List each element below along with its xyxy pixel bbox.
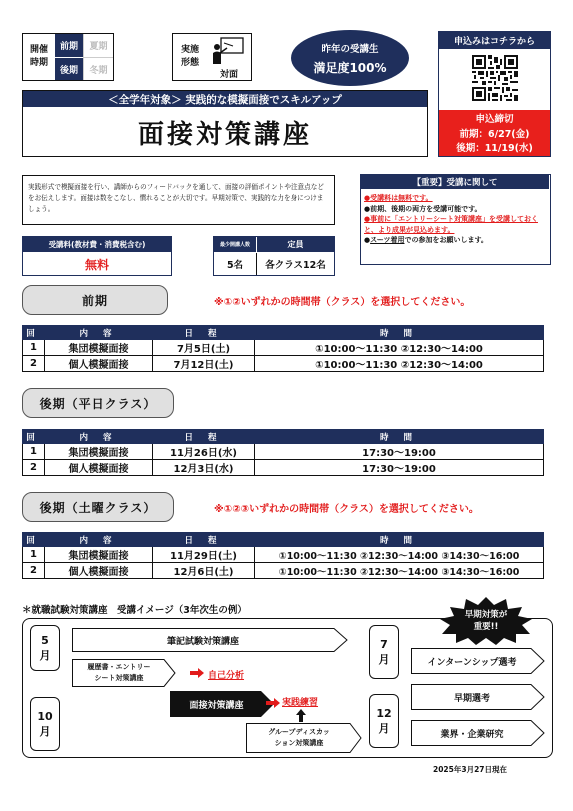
cell-time: ①10:00～11:30 ②12:30～14:00 ③14:30～16:00: [255, 547, 544, 563]
notice-suit-bullet: ●: [364, 236, 371, 244]
starburst-text: 早期対策が 重要!!: [464, 610, 508, 632]
cell-no: 2: [23, 356, 45, 372]
cell-date: 7月12日(土): [153, 356, 255, 372]
intern-label: インターンシップ選考: [427, 657, 517, 668]
souki-label: 早期選考: [453, 693, 490, 704]
cell-date: 12月3日(水): [153, 460, 255, 476]
capacity-value: 各クラス12名: [256, 253, 334, 275]
satisfaction-line1: 昨年の受講生: [321, 43, 379, 55]
cell-no: 1: [23, 547, 45, 563]
cell-content: 個人模擬面接: [45, 356, 153, 372]
notice-title: 【重要】受講に関して: [361, 175, 549, 189]
title-subtitle: ＜全学年対象＞ 実践的な模擬面接でスキルアップ: [23, 91, 427, 107]
table-row: [23, 340, 544, 356]
cell-date: 11月26日(水): [153, 444, 255, 460]
red-arrow-right-icon: [190, 668, 204, 678]
cell-time: 17:30～19:00: [255, 444, 544, 460]
cell-no: 1: [23, 444, 45, 460]
cell-no: 2: [23, 460, 45, 476]
month-10: 10 月: [30, 697, 60, 751]
format-label: 実施 形態: [180, 45, 199, 68]
col-time: 時 間: [255, 326, 544, 340]
cell-no: 2: [23, 563, 45, 579]
zenki-note: ※①②いずれかの時間帯（クラス）を選択してください。: [214, 297, 471, 308]
deadline-box: [439, 110, 550, 156]
jiko-label: 自己分析: [208, 671, 245, 681]
fee-value: 無料: [84, 257, 109, 272]
col-no: 回: [23, 430, 45, 444]
image-heading: ＊就職試験対策講座 受講イメージ（3年次生の例）: [22, 605, 247, 616]
col-date: 日 程: [153, 326, 255, 340]
month-12: 12 月: [369, 694, 399, 748]
cell-date: 12月6日(土): [153, 563, 255, 579]
col-time: 時 間: [255, 533, 544, 547]
cell-time: ①10:00～11:30 ②12:30～14:00 ③14:30～16:00: [255, 563, 544, 579]
cell-date: 11月29日(土): [153, 547, 255, 563]
satisfaction-line2: 満足度100%: [313, 60, 387, 75]
cell-content: 集団模擬面接: [45, 340, 153, 356]
notice-suit-rest: での参加をお願いします。: [404, 236, 488, 244]
cell-content: 集団模擬面接: [45, 444, 153, 460]
cell-time: ①10:00～11:30 ②12:30～14:00: [255, 356, 544, 372]
period-kaki: 夏期: [83, 34, 113, 57]
table-row: [23, 444, 544, 460]
period-toki: 冬期: [83, 57, 113, 80]
rireki-label: 履歴書・エントリー シート対策講座: [87, 663, 151, 682]
satisfaction-badge: [291, 30, 409, 86]
page-title: 面接対策講座: [137, 119, 312, 150]
notice-suit-strong: スーツ着用: [370, 236, 405, 244]
capacity-label: 定員: [256, 237, 334, 252]
notice-es: ●事前に「エントリーシート対策講座」を受講しておくと、より成果が見込めます。: [364, 215, 538, 234]
month-7: 7 月: [369, 625, 399, 679]
period-box: [22, 33, 114, 81]
col-content: 内 容: [45, 430, 153, 444]
fee-label: 受講料(教材費・消費税含む): [23, 237, 171, 252]
table-row: [23, 460, 544, 476]
kouki-weekday-label: 後期（平日クラス）: [22, 388, 174, 418]
deadline-kouki: 後期：11/19(水): [456, 143, 533, 154]
col-content: 内 容: [45, 533, 153, 547]
cell-content: 集団模擬面接: [45, 547, 153, 563]
gyokai-label: 業界・企業研究: [440, 729, 504, 740]
table-row: [23, 547, 544, 563]
format-value: 対面: [219, 69, 238, 80]
arrow-up-icon: [296, 709, 306, 722]
table-row: [23, 356, 544, 372]
apply-box: [438, 31, 551, 157]
table-row: [23, 563, 544, 579]
red-arrow-right-icon-2: [266, 698, 280, 708]
deadline-title: 申込締切: [475, 114, 514, 125]
period-label: 開催 時期: [29, 45, 48, 68]
hikki-label: 筆記試験対策講座: [166, 636, 239, 647]
notice-free: ●受講料は無料です。: [364, 194, 433, 202]
col-no: 回: [23, 533, 45, 547]
zenki-table: [22, 325, 544, 372]
capacity-min-label: 最少開講人数: [214, 237, 256, 252]
presenter-icon: [211, 37, 247, 65]
notice-both: ●前期、後期の両方を受講可能です。: [364, 204, 482, 213]
cell-time: 17:30～19:00: [255, 460, 544, 476]
cell-no: 1: [23, 340, 45, 356]
format-box: [172, 33, 252, 81]
col-time: 時 間: [255, 430, 544, 444]
jissen-label: 実践練習: [282, 698, 319, 708]
col-no: 回: [23, 326, 45, 340]
gd-label: グループディスカッ ション対策講座: [268, 728, 330, 747]
mensetsu-label: 面接対策講座: [189, 700, 244, 711]
cell-content: 個人模擬面接: [45, 563, 153, 579]
month-5: 5 月: [30, 625, 60, 671]
col-date: 日 程: [153, 533, 255, 547]
col-content: 内 容: [45, 326, 153, 340]
fee-box: [22, 236, 172, 276]
notice-box: [360, 174, 551, 265]
notice-suit: [364, 235, 548, 246]
footer-date: 2025年3月27日現在: [433, 765, 508, 774]
capacity-box: [213, 236, 335, 276]
cell-content: 個人模擬面接: [45, 460, 153, 476]
qr-code-icon[interactable]: [472, 55, 518, 101]
period-zenki: 前期: [55, 34, 83, 57]
kouki-saturday-label: 後期（土曜クラス）: [22, 492, 174, 522]
kouki-saturday-table: [22, 532, 544, 579]
deadline-zenki: 前期：6/27(金): [459, 129, 530, 140]
capacity-min-value: 5名: [226, 260, 244, 271]
kouki-weekday-table: [22, 429, 544, 476]
period-kouki: 後期: [55, 57, 83, 80]
description-box: [22, 175, 335, 225]
title-box: [22, 90, 428, 157]
description-text: 実践形式で模擬面接を行い、講師からのフィードバックを通して、面接の評価ポイントや注意点などをお伝えします。面接は数をこなし、慣れることが大切です。早期対策で、実践的な力を身につけましょう。: [28, 183, 324, 213]
kouki-saturday-note: ※①②③いずれかの時間帯（クラス）を選択してください。: [214, 504, 479, 515]
cell-date: 7月5日(土): [153, 340, 255, 356]
col-date: 日 程: [153, 430, 255, 444]
cell-time: ①10:00～11:30 ②12:30～14:00: [255, 340, 544, 356]
zenki-label: 前期: [22, 285, 168, 315]
apply-title: 申込みはコチラから: [439, 32, 550, 49]
